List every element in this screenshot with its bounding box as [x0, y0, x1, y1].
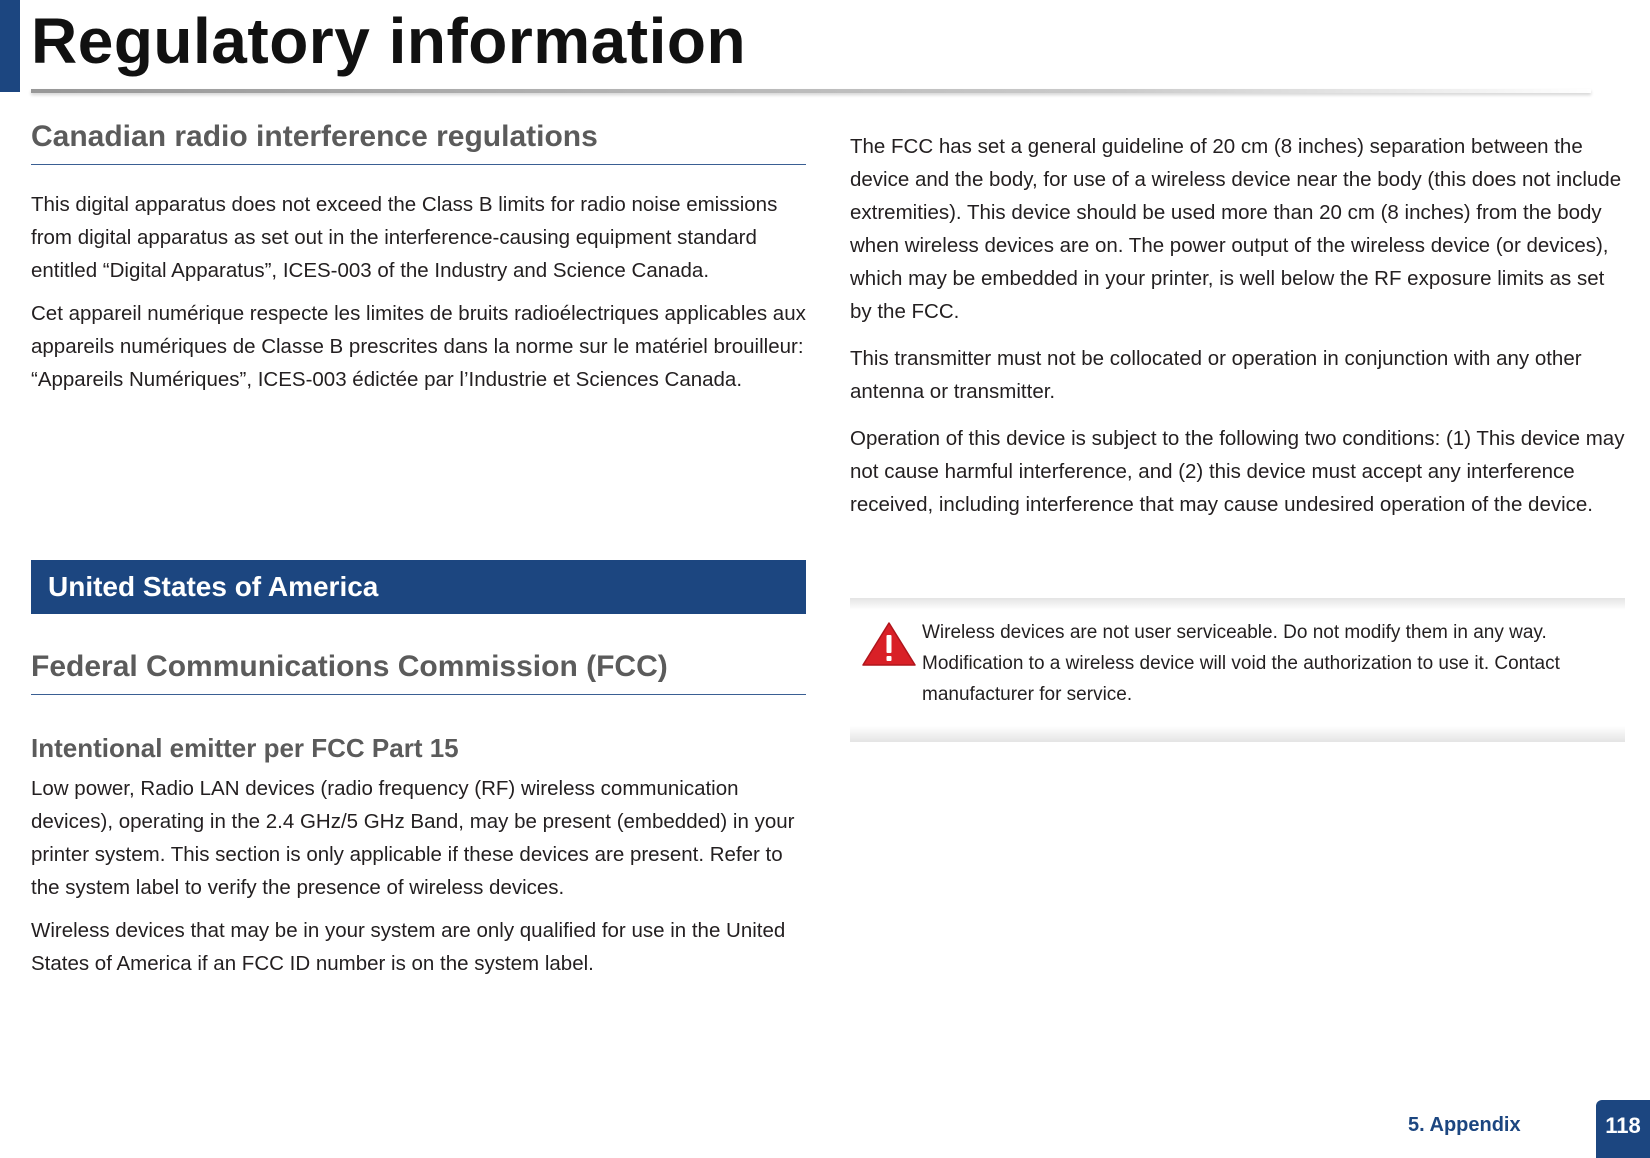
- right-column: [850, 120, 1625, 521]
- left-column: [31, 120, 806, 396]
- section-band-usa: United States of America: [31, 560, 806, 614]
- warning-notice-text: Wireless devices are not user serviceable. Do not modify them in any way. Modification to a wireless device will void the authorization to use it. Contact manufacturer for service.: [922, 622, 1560, 705]
- canada-heading: Canadian radio interference regulations: [31, 120, 806, 165]
- conditions-paragraph: Operation of this device is subject to the following two conditions: (1) This device may not cause harmful interference, and (2) this device must accept any interference received, including interference that may cause undesired operation of the device.: [850, 427, 1625, 516]
- page-title: Regulatory information: [31, 5, 747, 77]
- warning-notice: [850, 598, 1625, 742]
- emitter-paragraph-2: Wireless devices that may be in your system are only qualified for use in the United States of America if an FCC ID number is on the system label.: [31, 919, 786, 975]
- fcc-heading: Federal Communications Commission (FCC): [31, 650, 806, 695]
- fcc-guideline-paragraph: The FCC has set a general guideline of 20 cm (8 inches) separation between the device and the body, for use of a wireless device near the body (this does not include extremities). This device should be used more than 20 cm (8 inches) from the body when wireless devices are on. The power output of the wireless device (or devices), which may be embedded in your printer, is well below the RF exposure limits as set by the FCC.: [850, 135, 1622, 323]
- emitter-paragraph-1: Low power, Radio LAN devices (radio frequency (RF) wireless communication devices), operating in the 2.4 GHz/5 GHz Band, may be present (embedded) in your printer system. This section is only applicable if these devices are present. Refer to the system label to verify the presence of wireless devices.: [31, 777, 795, 899]
- title-divider: [31, 89, 1591, 93]
- left-column-fcc: [31, 650, 806, 980]
- header-accent-bar: [0, 0, 20, 92]
- page-number: 118: [1596, 1100, 1650, 1158]
- warning-triangle-icon: [860, 620, 918, 668]
- collocation-paragraph: This transmitter must not be collocated or operation in conjunction with any other antenna or transmitter.: [850, 347, 1582, 403]
- emitter-heading: Intentional emitter per FCC Part 15: [31, 733, 459, 763]
- footer-section-label: 5. Appendix: [1408, 1114, 1521, 1136]
- canada-paragraph-english: This digital apparatus does not exceed the Class B limits for radio noise emissions from digital apparatus as set out in the interference-causing equipment standard entitled “Digital Apparatus”, ICES-003 of the Industry and Science Canada.: [31, 193, 778, 282]
- canada-paragraph-french: Cet appareil numérique respecte les limites de bruits radioélectriques applicables aux appareils numériques de Classe B prescrites dans la norme sur le matériel brouilleur: “Appareils Numériques”, ICES-003 édictée par l’Industrie et Sciences Canada.: [31, 302, 806, 391]
